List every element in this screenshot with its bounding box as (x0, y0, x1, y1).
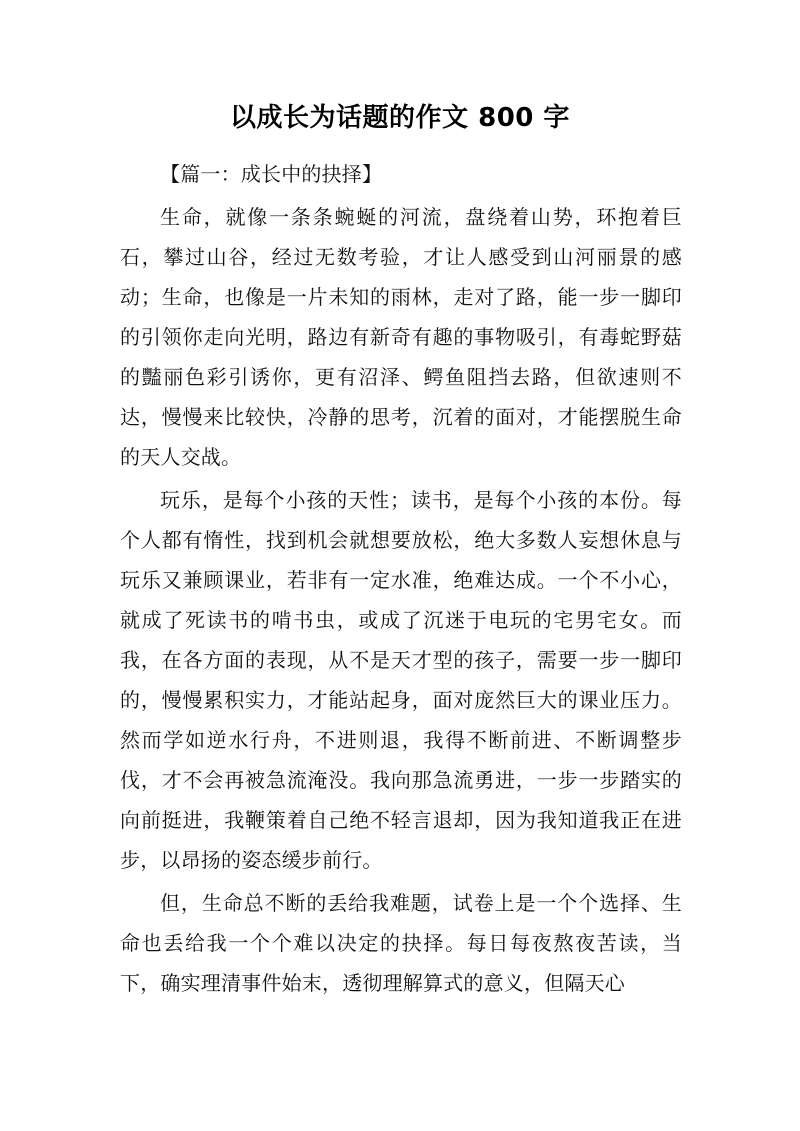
paragraph-2: 玩乐，是每个小孩的天性；读书，是每个小孩的本份。每个人都有惰性，找到机会就想要放松，绝大多数人妄想休息与玩乐又兼顾课业，若非有一定水准，绝难达成。一个不小心，就成了死读书的啃书虫，或成了沉迷于电玩的宅男宅女。而我，在各方面的表现，从不是天才型的孩子，需要一步一脚印的，慢慢累积实力，才能站起身，面对庞然巨大的课业压力。然而学如逆水行舟，不进则退，我得不断前进、不断调整步伐，才不会再被急流淹没。我向那急流勇进，一步一步踏实的向前挺进，我鞭策着自己绝不轻言退却，因为我知道我正在进步，以昂扬的姿态缓步前行。 (120, 488, 682, 872)
section-heading: 【篇一：成长中的抉择】 (160, 162, 383, 186)
document-body (120, 154, 682, 1006)
document-title: 以成长为话题的作文 800 字 (230, 103, 570, 133)
paragraph-1: 生命，就像一条条蜿蜒的河流，盘绕着山势，环抱着巨石，攀过山谷，经过无数考验，才让人感受到山河丽景的感动；生命，也像是一片未知的雨林，走对了路，能一步一脚印的引领你走向光明，路边有新奇有趣的事物吸引，有毒蛇野菇的豔丽色彩引诱你，更有沼泽、鳄鱼阻挡去路，但欲速则不达，慢慢来比较快，冷静的思考，沉着的面对，才能摆脱生命的天人交战。 (120, 205, 682, 469)
paragraph-3: 但，生命总不断的丢给我难题，试卷上是一个个选择、生命也丢给我一个个难以决定的抉择。每日每夜熬夜苦读，当下，确实理清事件始末，透彻理解算式的意义，但隔天心 (120, 891, 682, 995)
